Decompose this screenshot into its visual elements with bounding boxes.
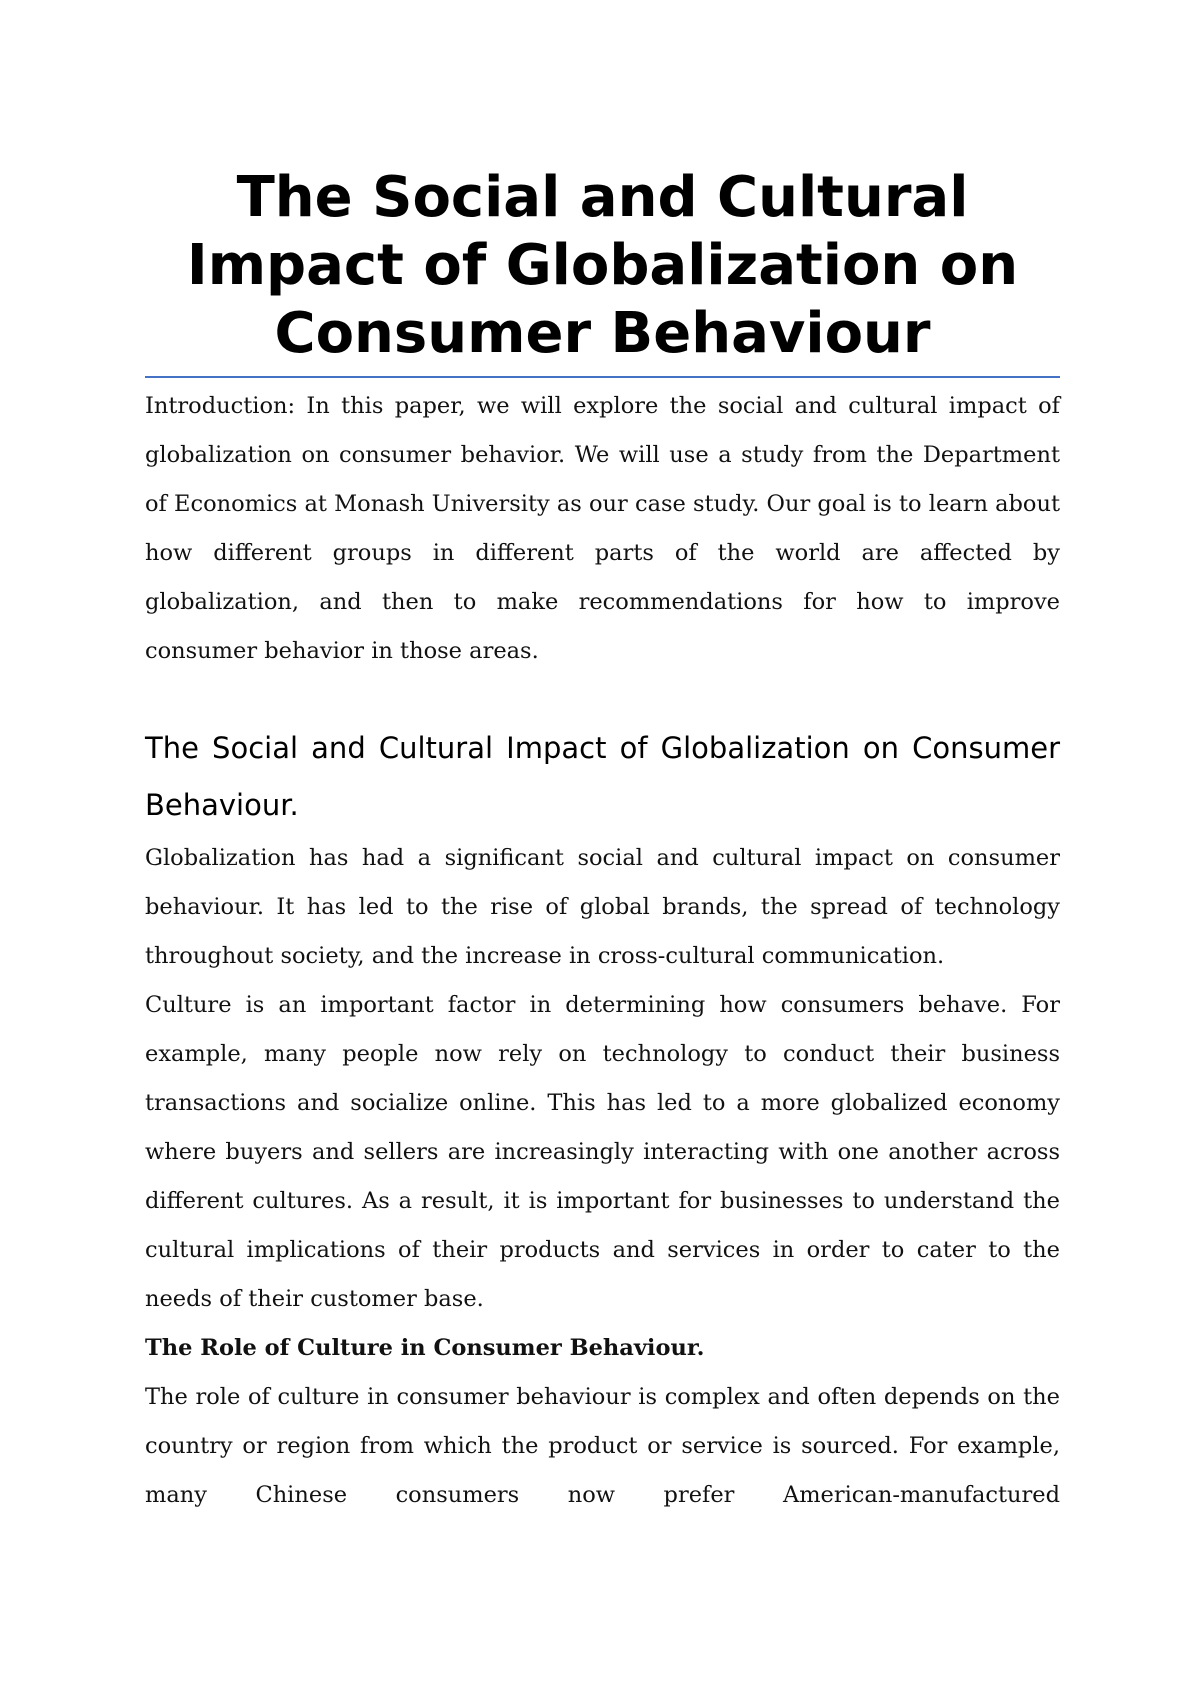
body-paragraph-3: The role of culture in consumer behaviour is complex and often depends on the country or region from which the product or service is sourced. For example, many Chinese consumers now prefer American-manufactured xyxy=(145,1384,1060,1508)
introduction-paragraph: Introduction: In this paper, we will explore the social and cultural impact of globalization on consumer behavior. We will use a study from the Department of Economics at Monash University as our case study. Our goal is to learn about how different groups in different parts of the world are affected by globalization, and then to make recommendations for how to improve consumer behavior in those areas. xyxy=(145,393,1060,664)
section-heading: The Social and Cultural Impact of Globalization on Consumer Behaviour. xyxy=(145,731,1060,822)
subheading-role-of-culture: The Role of Culture in Consumer Behaviour. xyxy=(145,1335,705,1361)
document-content xyxy=(145,164,1060,1520)
document-title: The Social and Cultural Impact of Globalization on Consumer Behaviour xyxy=(145,164,1060,378)
body-paragraph-1: Globalization has had a significant social and cultural impact on consumer behaviour. It has led to the rise of global brands, the spread of technology throughout society, and the increase in cross-cultural communication. xyxy=(145,845,1060,969)
body-paragraph-2: Culture is an important factor in determining how consumers behave. For example, many people now rely on technology to conduct their business transactions and socialize online. This has led to a more globalized economy where buyers and sellers are increasingly interacting with one another across different cultures. As a result, it is important for businesses to understand the cultural implications of their products and services in order to cater to the needs of their customer base. xyxy=(145,992,1060,1312)
